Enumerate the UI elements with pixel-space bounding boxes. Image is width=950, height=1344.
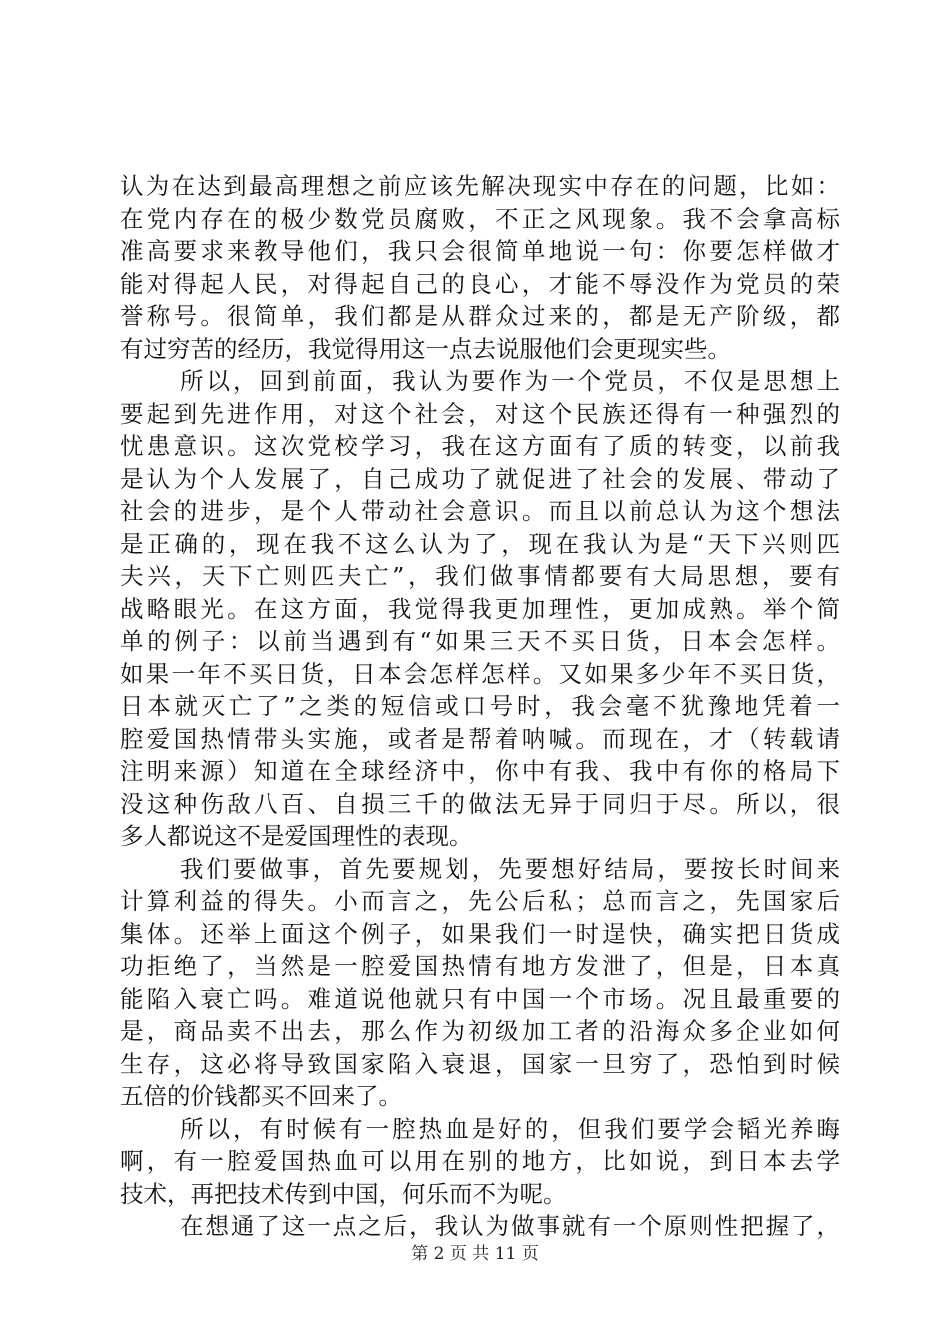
- text-line: 多人都说这不是爱国理性的表现。: [120, 822, 473, 850]
- text-line: 夫兴，天下亡则匹夫亡”，我们做事情都要有大局思想，要有: [120, 562, 840, 590]
- text-line: 是认为个人发展了，自己成功了就促进了社会的发展、带动了: [120, 464, 840, 493]
- text-line: 没这种伤敌八百、自损三千的做法无异于同归于尽。所以，很: [120, 789, 840, 818]
- text-line: 腔爱国热情带头实施，或者是帮着呐喊。而现在，才（转载请: [120, 724, 840, 753]
- text-line: 誉称号。很简单，我们都是从群众过来的，都是无产阶级，都: [120, 302, 840, 330]
- text-line: 五倍的价钱都买不回来了。: [120, 1082, 402, 1110]
- text-line: 在党内存在的极少数党员腐败，不正之风现象。我不会拿高标: [120, 204, 840, 233]
- page-number-footer: 第 2 页 共 11 页: [411, 1244, 539, 1264]
- text-line: 所以，回到前面，我认为要作为一个党员，不仅是思想上: [180, 367, 840, 395]
- text-line: 忧患意识。这次党校学习，我在这方面有了质的转变，以前我: [120, 432, 840, 460]
- text-line: 所以，有时候有一腔热血是好的，但我们要学会韬光养晦: [180, 1114, 840, 1143]
- text-line: 技术，再把技术传到中国，何乐而不为呢。: [120, 1179, 567, 1208]
- text-line: 能陷入衰亡吗。难道说他就只有中国一个市场。况且最重要的: [120, 984, 840, 1013]
- text-line: 能对得起人民，对得起自己的良心，才能不辱没作为党员的荣: [120, 269, 840, 298]
- text-line: 日本就灭亡了”之类的短信或口号时，我会毫不犹豫地凭着一: [120, 692, 840, 720]
- text-line: 准高要求来教导他们，我只会很简单地说一句：你要怎样做才: [120, 237, 840, 265]
- text-line: 是正确的，现在我不这么认为了，现在我认为是“天下兴则匹: [120, 529, 840, 558]
- text-line: 生存，这必将导致国家陷入衰退，国家一旦穷了，恐怕到时候: [120, 1049, 840, 1078]
- text-line: 计算利益的得失。小而言之，先公后私；总而言之，先国家后: [120, 887, 840, 915]
- text-line: 啊，有一腔爱国热血可以用在别的地方，比如说，到日本去学: [120, 1147, 840, 1175]
- text-line: 在想通了这一点之后，我认为做事就有一个原则性把握了，: [180, 1212, 840, 1240]
- text-line: 功拒绝了，当然是一腔爱国热情有地方发泄了，但是，日本真: [120, 952, 840, 980]
- text-line: 社会的进步，是个人带动社会意识。而且以前总认为这个想法: [120, 497, 840, 525]
- text-line: 我们要做事，首先要规划，先要想好结局，要按长时间来: [180, 854, 840, 883]
- text-line: 要起到先进作用，对这个社会，对这个民族还得有一种强烈的: [120, 399, 840, 428]
- text-line: 战略眼光。在这方面，我觉得我更加理性，更加成熟。举个简: [120, 594, 840, 623]
- text-line: 如果一年不买日货，日本会怎样怎样。又如果多少年不买日货，: [120, 659, 840, 688]
- text-line: 认为在达到最高理想之前应该先解决现实中存在的问题，比如：: [120, 172, 840, 200]
- text-line: 集体。还举上面这个例子，如果我们一时逞快，确实把日货成: [120, 919, 840, 948]
- text-line: 是，商品卖不出去，那么作为初级加工者的沿海众多企业如何: [120, 1017, 840, 1045]
- text-line: 单的例子：以前当遇到有“如果三天不买日货，日本会怎样。: [120, 627, 840, 655]
- text-line: 注明来源）知道在全球经济中，你中有我、我中有你的格局下: [120, 757, 840, 785]
- body-text: [120, 170, 840, 1243]
- text-line: 有过穷苦的经历，我觉得用这一点去说服他们会更现实些。: [120, 334, 731, 363]
